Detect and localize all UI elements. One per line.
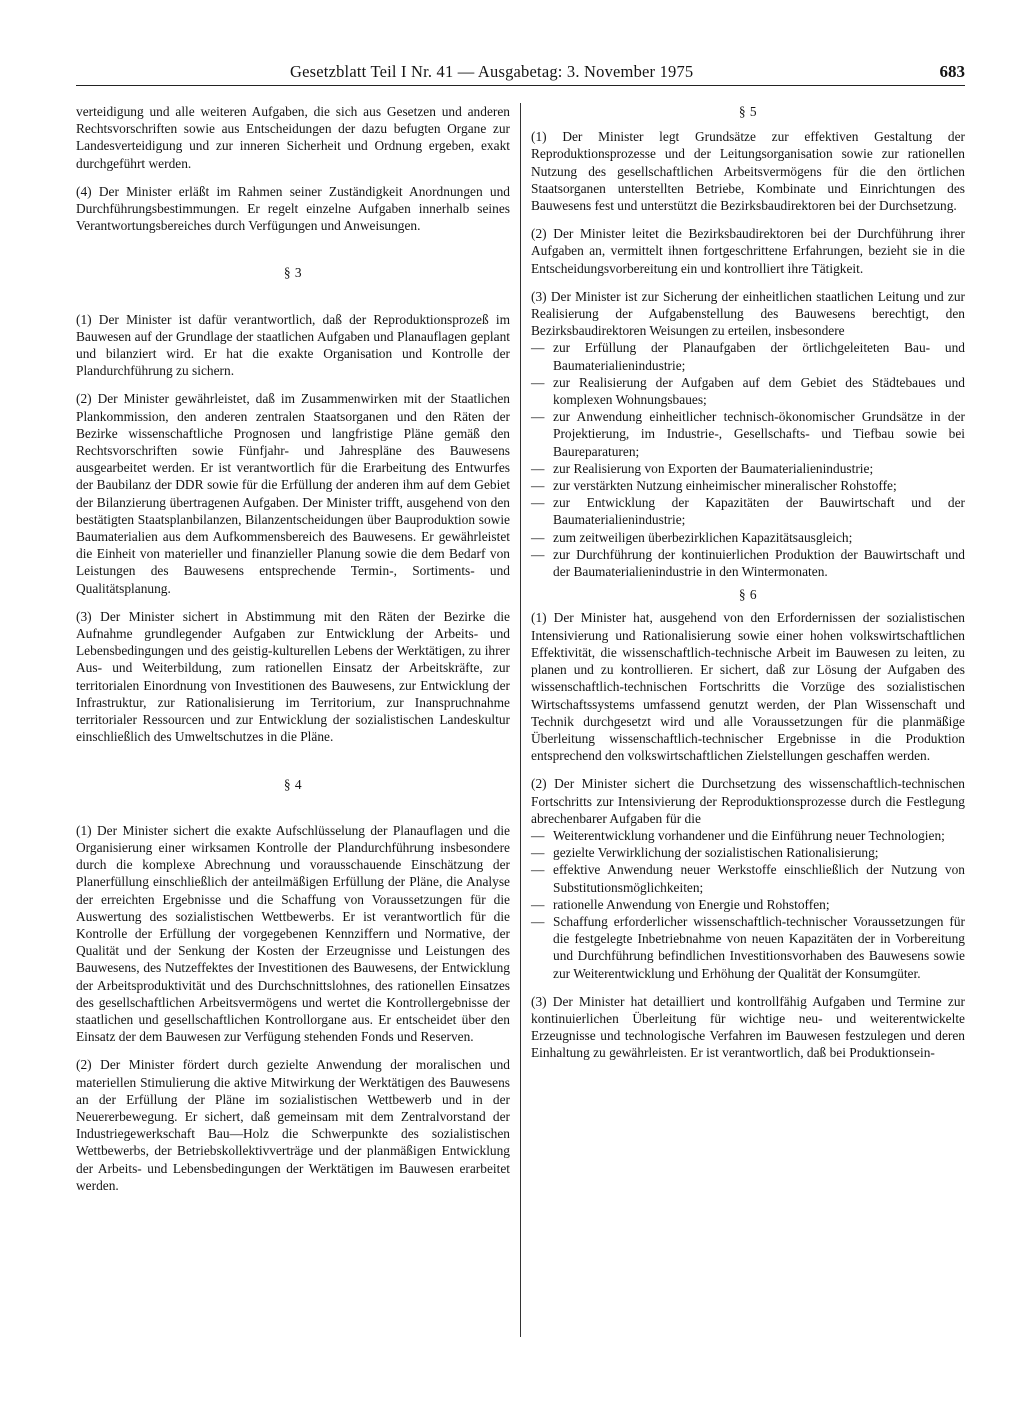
paragraph-2-4: (4) Der Minister erläßt im Rahmen seiner Zuständigkeit Anordnungen und Durchführungsbestimmungen. Er regelt einzelne Aufgaben innerhalb seines Verantwortungsbereiches durch Verfügungen und Anweisungen. [76, 183, 510, 234]
paragraph-continuation: verteidigung und alle weiteren Aufgaben, die sich aus Gesetzen und anderen Rechtsvorschriften sowie aus Entscheidungen der dazu befugten Organe zur Landesverteidigung und zur inneren Sicherheit und Ordnung ergeben, exakt durchgeführt werden. [76, 104, 510, 171]
list-item [531, 546, 965, 580]
weisungen-list [531, 339, 965, 580]
dash-marker: — [531, 495, 545, 511]
paragraph-6-3: (3) Der Minister hat detailliert und kontrollfähig Aufgaben und Termine zur kontinuierlichen Überleitung für wichtige neu- und weiterentwickelte Erzeugnisse und technologische Verfahren im Bauwesen festzulegen und deren Einhaltung zu gewährleisten. Er ist verantwortlich, daß bei Produktionsein- [531, 993, 965, 1061]
list-item [531, 374, 965, 408]
list-item-text: gezielte Verwirklichung der sozialistischen Rationalisierung; [553, 845, 879, 861]
paragraph-6-1: (1) Der Minister hat, ausgehend von den Erfordernissen der sozialistischen Intensivierung und Rationalisierung sowie einer hohen volkswirtschaftlichen Effektivität, die wissenschaftlich-technische Arbeit im Bauwesen zu leiten, zu planen und zu kontrollieren. Er sichert, daß zur Lösung der Aufgaben des wissenschaftlich-technischen Fortschritts die Vorzüge des sozialistischen Wirtschaftssystems umfassend genutzt werden, der Plan Wissenschaft und Technik durchgesetzt wird und alle Voraussetzungen für die planmäßige Überleitung wissenschaftlich-technischer Ergebnisse in die Produktion entsprechend den volkswirtschaftlichen Zielstellungen geschaffen werden. [531, 610, 965, 764]
header-title: Gesetzblatt Teil I Nr. 41 — Ausgabetag: 3. November 1975 [290, 62, 694, 81]
paragraph-5-1: (1) Der Minister legt Grundsätze zur effektiven Gestaltung der Reproduktionsprozesse und der Leitungsorganisation sowie zur rationellen Nutzung des gesellschaftlichen Arbeitsvermögens für die den örtlichen Staatsorganen unterstellten Betriebe, Kombinate und Einrichtungen des Bauwesens fest und unterstützt die Bezirksbaudirektoren bei der Durchsetzung. [531, 129, 965, 214]
dash-marker: — [531, 845, 545, 861]
list-item-text: Schaffung erforderlicher wissenschaftlich-technischer Voraussetzungen für die festgelegte Inbetriebnahme von neuen Kapazitäten der in Vorbereitung und Durchführung befindlichen Investitionsvorhaben des Bauwesens sowie zur Weiterentwicklung und Erhöhung der Qualität der Konsumgüter. [553, 913, 965, 981]
paragraph-5-3: (3) Der Minister ist zur Sicherung der einheitlichen staatlichen Leitung und zur Realisierung der Aufgabenstellung des Bauwesens berechtigt, den Bezirksbaudirektoren Weisungen zu erteilen, insbesondere [531, 288, 965, 339]
section-heading-6: § 6 [738, 587, 758, 603]
list-item-text: zur Realisierung der Aufgaben auf dem Gebiet des Städtebaues und komplexen Wohnungsbaues; [553, 374, 965, 408]
list-item-text: zur Entwicklung der Kapazitäten der Bauwirtschaft und der Baumaterialienindustrie; [553, 495, 965, 528]
paragraph-5-2: (2) Der Minister leitet die Bezirksbaudirektoren bei der Durchführung ihrer Aufgaben an, vermittelt ihnen fortgeschrittene Erfahrungen, bezieht sie in die Entscheidungsvorbereitung ein und kontrolliert ihre Tätigkeit. [531, 226, 965, 276]
header-rule [76, 85, 965, 86]
list-item [531, 494, 965, 528]
list-item [531, 477, 965, 494]
list-item-text: zur Durchführung der kontinuierlichen Produktion der Bauwirtschaft und der Baumaterialienindustrie in den Wintermonaten. [553, 546, 965, 580]
list-item-text: Weiterentwicklung vorhandener und die Einführung neuer Technologien; [553, 827, 945, 843]
aufgaben-list [531, 827, 965, 982]
section-heading-4: § 4 [283, 776, 303, 792]
list-item [531, 408, 965, 460]
paragraph-3-2: (2) Der Minister gewährleistet, daß im Zusammenwirken mit der Staatlichen Plankommission, den anderen zentralen Staatsorganen und den Räten der Bezirke wissenschaftliche Prognosen und langfristige Pläne gemäß den Rechtsvorschriften sowie Fünfjahr- und Jahrespläne des Bauwesens ausgearbeitet werden. Er ist verantwortlich für die Erarbeitung des Entwurfes der Baubilanz der DDR sowie für die Erfüllung der anderen ihm auf dem Gebiet der Bilanzierung übertragenen Aufgaben. Der Minister trifft, ausgehend von den bestätigten Staatsplanbilanzen, Bilanzentscheidungen über Bauproduktion sowie Baumaterialien aus dem Aufkommensbereich des Bauwesens. Er gewährleistet die Einheit von materieller und finanzieller Planung sowie die dem Bedarf von Leistungen des Bauwesens entsprechende Termin-, Sortiments- und Qualitätsplanung. [76, 391, 510, 596]
list-item-text: rationelle Anwendung von Energie und Rohstoffen; [553, 896, 830, 912]
list-item [531, 339, 965, 373]
column-divider [520, 103, 521, 1337]
list-item-text: zur Realisierung von Exporten der Baumaterialienindustrie; [553, 460, 874, 476]
list-item-text: effektive Anwendung neuer Werkstoffe einschließlich der Nutzung von Substitutionsmöglichkeiten; [553, 862, 965, 895]
list-item-text: zur Erfüllung der Planaufgaben der örtlichgeleiteten Bau- und Baumaterialienindustrie; [553, 340, 965, 373]
dash-marker: — [531, 409, 545, 425]
section-heading-3: § 3 [283, 265, 303, 281]
list-item [531, 896, 965, 913]
list-item [531, 460, 965, 477]
section-heading-5: § 5 [738, 104, 758, 119]
list-item [531, 844, 965, 861]
paragraph-3-3: (3) Der Minister sichert in Abstimmung mit den Räten der Bezirke die Aufnahme grundlegender Aufgaben zur Entwicklung der Arbeits- und Lebensbedingungen und des geistig-kulturellen Lebens der Werktätigen, zu ihrer Aus- und Weiterbildung, zum rationellen Einsatz der Arbeitskräfte, zur territorialen Einordnung von Investitionen des Bauwesens, zur Entwicklung der Infrastruktur, zur Rationalisierung im Territorium, zur Inanspruchnahme territorialer Ressourcen und zur Entwicklung der sozialistischen Landeskultur einschließlich des Umweltschutzes in die Pläne. [76, 608, 510, 745]
dash-marker: — [531, 827, 545, 843]
list-item [531, 861, 965, 895]
dash-marker: — [531, 529, 545, 545]
dash-marker: — [531, 546, 545, 562]
dash-marker: — [531, 913, 545, 929]
dash-marker: — [531, 340, 545, 356]
paragraph-4-1: (1) Der Minister sichert die exakte Aufschlüsselung der Planauflagen und die Organisierung einer wirksamen Kontrolle der Plandurchführung insbesondere durch die komplexe Abrechnung und vorausschauende Einschätzung der Planerfüllung einschließlich der anteilmäßigen Erfüllung der Pläne, die Analyse der erreichten Ergebnisse und die Schaffung von Voraussetzungen für die Auswertung des sozialistischen Wettbewerbs. Er ist verantwortlich für die Kontrolle der Erfüllung der vorgegebenen Kennziffern und Normative, der Qualität und der Senkung der Kosten der Erzeugnisse und Leistungen des Bauwesens, des Nutzeffektes der Investitionen des Bauwesens, der Entwicklung der Arbeitsproduktivität und des Durchschnittslohnes, des rationellen Einsatzes des gesellschaftlichen Arbeitsvermögens und wertet die Kontrollergebnisse der staatlichen und gesellschaftlichen Kontrollorgane aus. Er entscheidet über den Einsatz der dem Bauwesen zur Verfügung stehenden Fonds und Reserven. [76, 822, 510, 1045]
dash-marker: — [531, 374, 545, 390]
dash-marker: — [531, 896, 545, 912]
page-number: 683 [939, 62, 965, 81]
list-item [531, 529, 965, 546]
dash-marker: — [531, 478, 545, 494]
paragraph-3-1: (1) Der Minister ist dafür verantwortlich, daß der Reproduktionsprozeß im Bauwesen auf der Grundlage der staatlichen Aufgaben und Planauflagen geplant und bilanziert wird. Er hat die exakte Organisation und Kontrolle der Plandurchführung zu sichern. [76, 311, 510, 379]
dash-marker: — [531, 460, 545, 476]
dash-marker: — [531, 862, 545, 878]
paragraph-4-2: (2) Der Minister fördert durch gezielte Anwendung der moralischen und materiellen Stimulierung die aktive Mitwirkung der Werktätigen des Bauwesens an der Erfüllung der Pläne im sozialistischen Wettbewerb und in der Neuererbewegung. Er sichert, daß gemeinsam mit dem Zentralvorstand der Industriegewerkschaft Bau—Holz die Schwerpunkte des sozialistischen Wettbewerbs, der Betriebskollektivverträge und der planmäßigen Entwicklung der Arbeits- und Lebensbedingungen der Werktätigen im Bauwesen erarbeitet werden. [76, 1057, 510, 1193]
left-column [76, 103, 510, 1194]
list-item [531, 827, 965, 844]
list-item-text: zur Anwendung einheitlicher technisch-ökonomischer Grundsätze in der Projektierung, im Industrie-, Gesellschafts- und Tiefbau sowie bei Baureparaturen; [553, 409, 965, 459]
right-column [531, 103, 965, 1062]
paragraph-6-2: (2) Der Minister sichert die Durchsetzung des wissenschaftlich-technischen Fortschritts zur Intensivierung der Reproduktionsprozesse durch die Festlegung abrechenbarer Aufgaben für die [531, 776, 965, 826]
page-header [76, 62, 965, 86]
list-item-text: zum zeitweiligen überbezirklichen Kapazitätsausgleich; [553, 529, 853, 545]
list-item [531, 913, 965, 982]
list-item-text: zur verstärkten Nutzung einheimischer mineralischer Rohstoffe; [553, 478, 897, 494]
